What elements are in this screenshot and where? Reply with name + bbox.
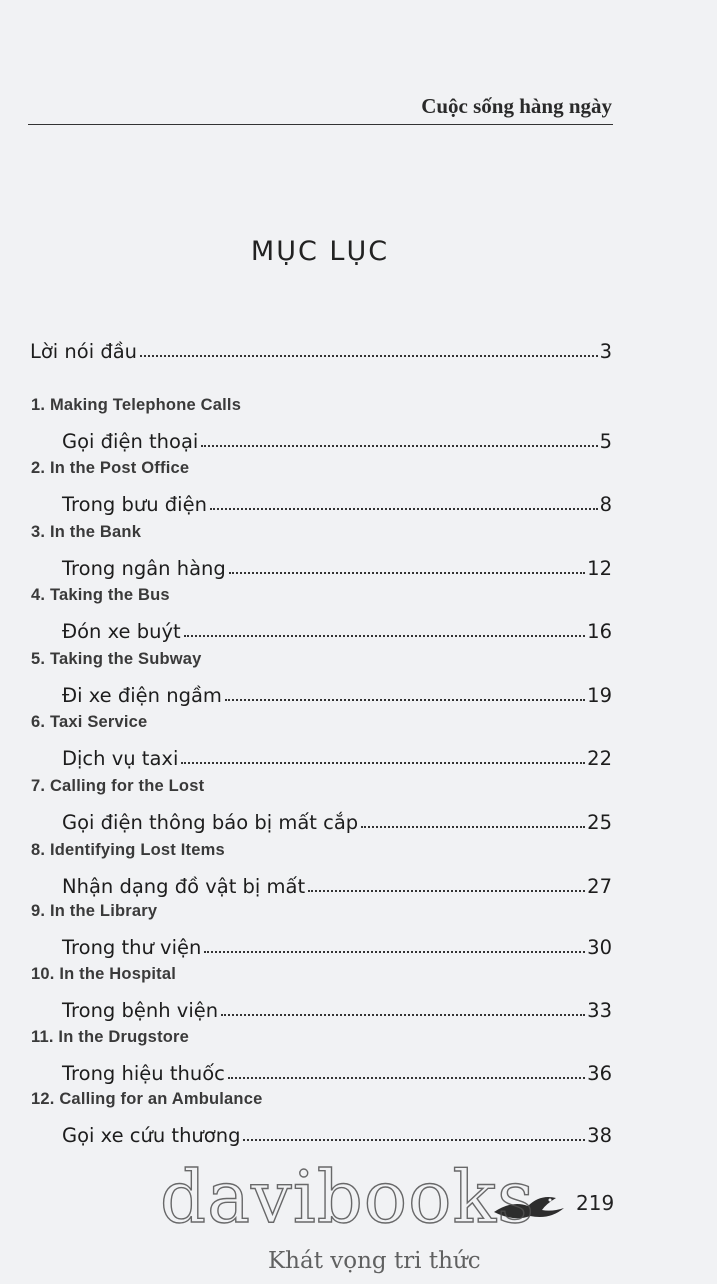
toc-entry-title: Trong bệnh viện bbox=[62, 999, 219, 1022]
watermark-logo: davibooks bbox=[160, 1155, 536, 1239]
dot-leader bbox=[221, 1014, 585, 1016]
toc-entry-title: Đón xe buýt bbox=[62, 620, 181, 643]
toc-entry-title: Đi xe điện ngầm bbox=[62, 684, 222, 707]
chapter-english-title: 9. In the Library bbox=[31, 902, 158, 920]
chapter-english-title: 1. Making Telephone Calls bbox=[31, 396, 242, 414]
toc-entry-page: 19 bbox=[587, 684, 612, 707]
toc-entry-page: 12 bbox=[587, 557, 612, 580]
running-head: Cuộc sống hàng ngày bbox=[421, 94, 612, 118]
chapter-english-title: 7. Calling for the Lost bbox=[31, 777, 205, 795]
toc-entry-page: 22 bbox=[587, 747, 612, 770]
toc-entry-title: Gọi điện thoại bbox=[62, 430, 199, 453]
dot-leader bbox=[204, 951, 585, 953]
chapter-english-title: 8. Identifying Lost Items bbox=[31, 841, 225, 859]
dot-leader bbox=[140, 355, 598, 357]
toc-entry-title: Gọi xe cứu thương bbox=[62, 1124, 241, 1147]
toc-entry-preface bbox=[30, 333, 612, 363]
toc-entry bbox=[62, 486, 612, 516]
page-number: 219 bbox=[576, 1191, 615, 1215]
dot-leader bbox=[308, 890, 585, 892]
toc-entry-title: Gọi điện thông báo bị mất cắp bbox=[62, 811, 359, 834]
dot-leader bbox=[225, 699, 585, 701]
dot-leader bbox=[229, 572, 585, 574]
dot-leader bbox=[210, 508, 598, 510]
toc-entry bbox=[62, 740, 612, 770]
chapter-english-title: 3. In the Bank bbox=[31, 523, 142, 541]
toc-entry-page: 3 bbox=[599, 340, 612, 363]
dot-leader bbox=[181, 762, 585, 764]
toc-entry bbox=[62, 804, 612, 834]
toc-entry bbox=[62, 550, 612, 580]
toc-entry-title: Nhận dạng đồ vật bị mất bbox=[62, 875, 306, 898]
toc-entry bbox=[62, 868, 612, 898]
toc-entry bbox=[62, 677, 612, 707]
toc-entry-title: Trong thư viện bbox=[62, 936, 202, 959]
toc-entry-page: 25 bbox=[587, 811, 612, 834]
toc-entry bbox=[62, 613, 612, 643]
toc-entry-page: 36 bbox=[587, 1062, 612, 1085]
toc-entry bbox=[62, 423, 612, 453]
toc-title: MỤC LỤC bbox=[250, 236, 390, 267]
toc-entry-title: Trong ngân hàng bbox=[62, 557, 226, 580]
chapter-english-title: 12. Calling for an Ambulance bbox=[31, 1090, 263, 1108]
toc-entry-page: 8 bbox=[599, 493, 612, 516]
chapter-english-title: 2. In the Post Office bbox=[31, 459, 190, 477]
chapter-english-title: 6. Taxi Service bbox=[31, 713, 148, 731]
toc-entry bbox=[62, 992, 612, 1022]
chapter-english-title: 11. In the Drugstore bbox=[31, 1028, 190, 1046]
toc-entry-page: 5 bbox=[599, 430, 612, 453]
toc-entry-page: 27 bbox=[587, 875, 612, 898]
toc-entry bbox=[62, 1055, 612, 1085]
dot-leader bbox=[361, 826, 585, 828]
toc-entry-title: Lời nói đầu bbox=[30, 340, 138, 363]
toc-entry-page: 30 bbox=[587, 936, 612, 959]
dot-leader bbox=[243, 1139, 585, 1141]
watermark-slogan: Khát vọng tri thức bbox=[268, 1248, 481, 1274]
toc-entry-title: Trong bưu điện bbox=[62, 493, 207, 516]
chapter-english-title: 10. In the Hospital bbox=[31, 965, 176, 983]
chapter-english-title: 5. Taking the Subway bbox=[31, 650, 202, 668]
dot-leader bbox=[184, 635, 586, 637]
toc-entry-page: 33 bbox=[587, 999, 612, 1022]
toc-entry-page: 16 bbox=[587, 620, 612, 643]
header-rule bbox=[28, 124, 613, 125]
dot-leader bbox=[201, 445, 597, 447]
chapter-english-title: 4. Taking the Bus bbox=[31, 586, 170, 604]
toc-entry bbox=[62, 1117, 612, 1147]
toc-entry-page: 38 bbox=[587, 1124, 612, 1147]
toc-entry bbox=[62, 929, 612, 959]
toc-entry-title: Dịch vụ taxi bbox=[62, 747, 179, 770]
toc-entry-title: Trong hiệu thuốc bbox=[62, 1062, 225, 1085]
dot-leader bbox=[228, 1077, 585, 1079]
